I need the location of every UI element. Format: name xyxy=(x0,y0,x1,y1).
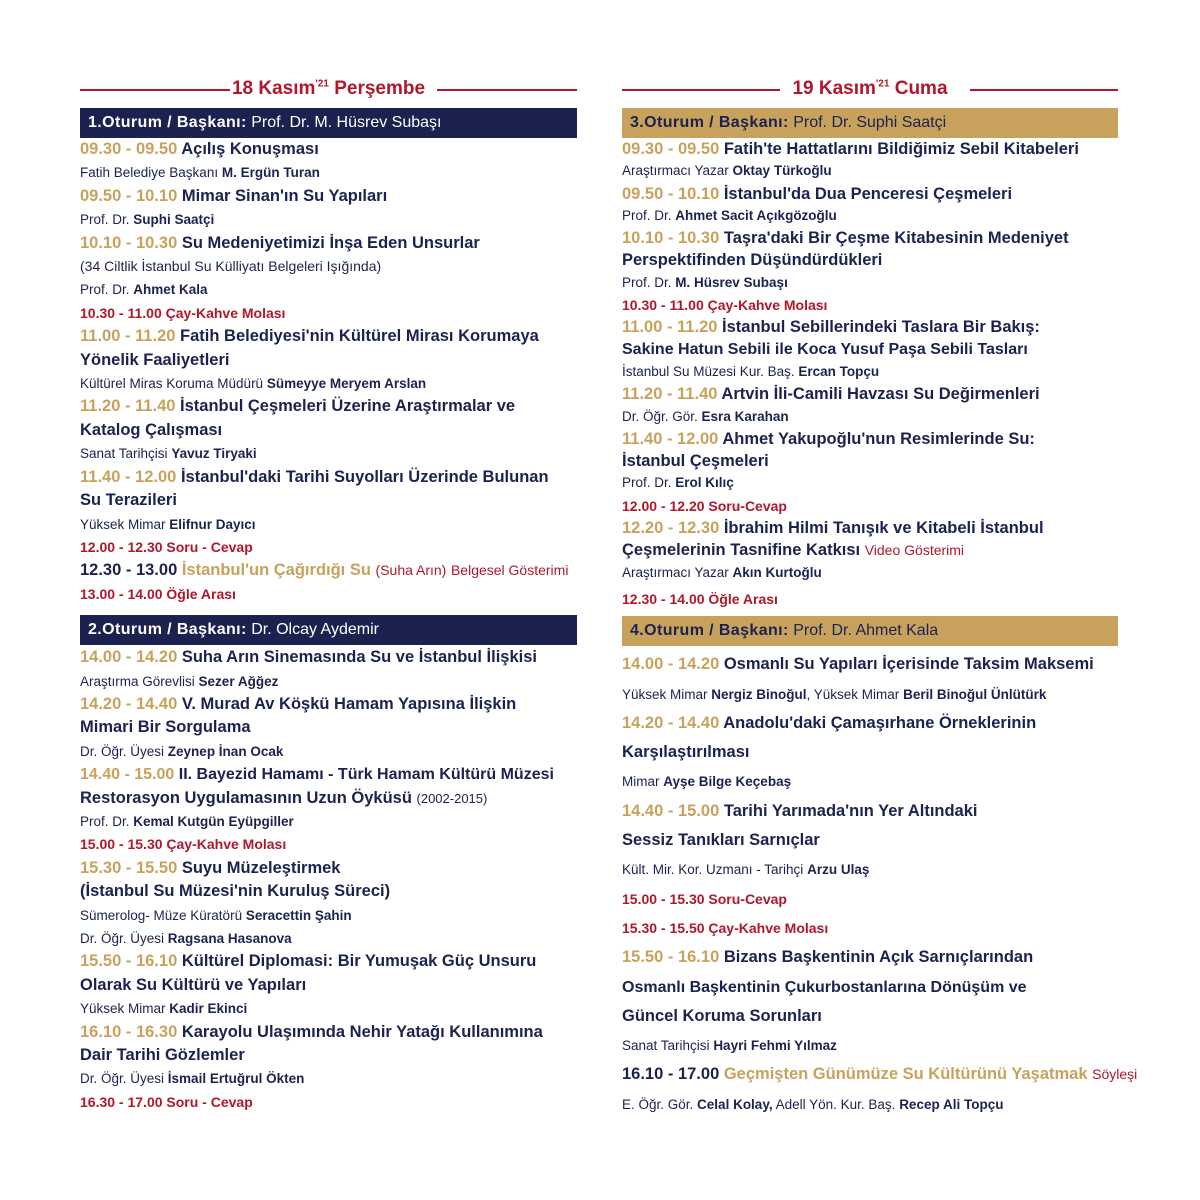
item-title: II. Bayezid Hamamı - Türk Hamam Kültürü Müzesi xyxy=(178,766,554,784)
item-title-continuation: Restorasyon Uygulamasının Uzun Öyküsü xyxy=(80,788,412,807)
session-number: 4.Oturum / Başkanı: xyxy=(630,622,789,640)
speaker-name: Ahmet Sacit Açıkgözoğlu xyxy=(675,207,837,223)
session2-list xyxy=(80,646,577,1114)
speaker-role: , Yüksek Mimar xyxy=(806,686,900,702)
item-title-line xyxy=(80,950,577,973)
item-speaker xyxy=(80,740,577,763)
item-title: Fatih Belediyesi'nin Kültürel Mirası Korumaya xyxy=(180,327,539,346)
item-title-continuation: Güncel Koruma Sorunları xyxy=(622,1006,822,1025)
speaker-name: Yavuz Tiryaki xyxy=(171,446,257,462)
list-item xyxy=(80,232,577,302)
item-speaker xyxy=(622,562,1118,584)
item-time: 11.40 - 12.00 xyxy=(622,429,719,448)
speaker-role: Adell Yön. Kur. Baş. xyxy=(772,1096,896,1112)
speaker-role: İstanbul Su Müzesi Kur. Baş. xyxy=(622,363,795,379)
item-title: Artvin İli-Camili Havzası Su Değirmenleri xyxy=(721,385,1040,404)
item-title-line xyxy=(80,559,577,582)
item-title-line xyxy=(622,227,1118,249)
break-item: 12.00 - 12.20 Soru-Cevap xyxy=(622,497,787,514)
speaker-name: Ayşe Bilge Keçebaş xyxy=(663,774,792,790)
item-title-line xyxy=(80,466,577,489)
item-time: 09.50 - 10.10 xyxy=(80,186,178,205)
item-speaker xyxy=(80,810,577,833)
speaker-name: M. Ergün Turan xyxy=(221,165,320,181)
speaker-role: Araştırmacı Yazar xyxy=(622,163,729,179)
item-title-continuation: Perspektifinden Düşündürdükleri xyxy=(622,251,883,270)
list-item xyxy=(80,185,577,232)
speaker-name: Celal Kolay, xyxy=(697,1096,773,1112)
speaker-name: İsmail Ertuğrul Ökten xyxy=(167,1071,305,1087)
item-title: İstanbul'un Çağırdığı Su xyxy=(181,561,371,580)
item-title: Geçmişten Günümüze Su Kültürünü Yaşatmak xyxy=(723,1065,1088,1084)
break-item: 16.30 - 17.00 Soru - Cevap xyxy=(80,1093,253,1110)
item-time: 11.00 - 11.20 xyxy=(80,327,176,346)
item-time: 11.00 - 11.20 xyxy=(622,318,718,337)
speaker-role: Prof. Dr. xyxy=(80,212,130,228)
item-title-line xyxy=(622,943,1118,972)
speaker-name: Sümeyye Meryem Arslan xyxy=(266,376,427,392)
session-chair: Prof. Dr. Suphi Saatçi xyxy=(793,114,947,131)
item-title-continuation: Olarak Su Kültürü ve Yapıları xyxy=(80,975,307,994)
item-title-line xyxy=(80,185,577,208)
item-speaker xyxy=(622,680,1118,709)
session4-list xyxy=(622,650,1138,1119)
break-item: 12.30 - 14.00 Öğle Arası xyxy=(622,590,778,607)
list-item xyxy=(622,428,1118,495)
list-item xyxy=(622,797,1118,885)
item-title-line xyxy=(622,383,1118,405)
speaker-role: Fatih Belediye Başkanı xyxy=(80,165,219,181)
speaker-name: M. Hüsrev Subaşı xyxy=(675,274,788,290)
day-weekday: Cuma xyxy=(894,78,948,99)
item-title-line xyxy=(80,138,577,161)
break-item: 13.00 - 14.00 Öğle Arası xyxy=(80,585,236,602)
day1-heading xyxy=(80,72,577,106)
session1-list xyxy=(80,138,577,606)
list-item xyxy=(80,395,577,465)
item-title: Mimar Sinan'ın Su Yapıları xyxy=(181,186,388,205)
item-title: Suha Arın Sinemasında Su ve İstanbul İlişkisi xyxy=(181,648,538,667)
list-item xyxy=(622,316,1118,383)
item-title-line xyxy=(80,325,577,348)
item-time: 14.00 - 14.20 xyxy=(622,655,720,674)
list-item xyxy=(80,857,577,951)
speaker-name: Ahmet Kala xyxy=(133,282,208,298)
item-speaker xyxy=(80,278,577,301)
speaker-role: Prof. Dr. xyxy=(80,813,130,829)
list-item xyxy=(622,517,1118,584)
item-time: 12.20 - 12.30 xyxy=(622,519,720,538)
speaker-name: Erol Kılıç xyxy=(675,475,734,491)
item-time: 14.20 - 14.40 xyxy=(622,713,720,732)
item-speaker xyxy=(80,442,577,465)
item-title: Açılış Konuşması xyxy=(181,140,319,158)
list-item xyxy=(622,650,1118,709)
day2-heading xyxy=(622,72,1118,106)
list-item xyxy=(80,950,577,1020)
list-item xyxy=(80,693,577,763)
item-title: Kültürel Diplomasi: Bir Yumuşak Güç Unsuru xyxy=(181,952,537,971)
item-title-line xyxy=(80,1021,577,1044)
item-speaker xyxy=(622,205,1118,227)
item-title-continuation: Sessiz Tanıkları Sarnıçlar xyxy=(622,831,820,850)
item-title-line xyxy=(80,763,577,786)
speaker-name: Esra Karahan xyxy=(701,408,789,424)
session4-bar xyxy=(622,616,1118,646)
item-note: Söyleşi xyxy=(1092,1066,1138,1083)
item-speaker xyxy=(622,1090,1118,1119)
item-title-line xyxy=(80,395,577,418)
speaker-name: Oktay Türkoğlu xyxy=(732,163,832,179)
day-weekday: Perşembe xyxy=(334,78,426,99)
item-title: İstanbul Sebillerindeki Taslara Bir Bakış: xyxy=(722,318,1040,337)
item-title: İstanbul'da Dua Penceresi Çeşmeleri xyxy=(723,184,1013,203)
item-title-line xyxy=(622,138,1118,160)
list-item xyxy=(622,138,1118,183)
speaker-name: Sezer Ağğez xyxy=(198,673,279,689)
speaker-role: Dr. Öğr. Üyesi xyxy=(80,1071,165,1087)
item-speaker xyxy=(80,1067,577,1090)
session-chair: Dr. Olcay Aydemir xyxy=(251,621,379,639)
day2-column xyxy=(622,72,1138,1119)
item-time: 09.30 - 09.50 xyxy=(80,140,178,158)
speaker-role: Prof. Dr. xyxy=(622,475,672,491)
speaker-role: Sümerolog- Müze Küratörü xyxy=(80,907,243,923)
item-note: (Suha Arın) xyxy=(375,562,447,579)
item-time: 11.20 - 11.40 xyxy=(80,397,176,416)
session-chair: Prof. Dr. Ahmet Kala xyxy=(793,622,939,640)
session-number: 3.Oturum / Başkanı: xyxy=(630,114,789,131)
speaker-role: Yüksek Mimar xyxy=(80,516,166,532)
list-item xyxy=(80,325,577,395)
item-time: 14.40 - 15.00 xyxy=(80,766,175,784)
item-time: 15.50 - 16.10 xyxy=(622,948,720,967)
item-speaker xyxy=(622,855,1118,884)
session1-bar xyxy=(80,108,577,138)
item-speaker xyxy=(622,472,1118,494)
day-date: 18 Kasım xyxy=(231,78,316,99)
list-item xyxy=(622,1060,1138,1119)
item-title: Osmanlı Su Yapıları İçerisinde Taksim Maksemi xyxy=(723,655,1094,674)
item-speaker xyxy=(622,160,1118,182)
item-speaker xyxy=(80,904,577,927)
item-speaker xyxy=(80,927,577,950)
item-title: Tarihi Yarımada'nın Yer Altındaki xyxy=(723,801,978,820)
list-item xyxy=(622,227,1118,294)
break-item: 15.30 - 15.50 Çay-Kahve Molası xyxy=(622,919,829,936)
speaker-name: Elifnur Dayıcı xyxy=(169,516,256,532)
list-item xyxy=(80,138,577,185)
item-title: Bizans Başkentinin Açık Sarnıçlarından xyxy=(723,948,1034,967)
day-year: '21 xyxy=(315,78,329,90)
speaker-name: Kemal Kutgün Eyüpgiller xyxy=(133,813,294,829)
day1-title xyxy=(80,78,577,100)
item-time: 10.10 - 10.30 xyxy=(622,229,720,248)
item-title-line xyxy=(80,787,577,810)
item-title: İbrahim Hilmi Tanışık ve Kitabeli İstanbul xyxy=(723,519,1044,538)
list-item xyxy=(80,646,577,693)
speaker-role: Dr. Öğr. Üyesi xyxy=(80,931,165,946)
item-time: 14.40 - 15.00 xyxy=(622,801,720,820)
list-item xyxy=(622,183,1118,228)
item-title-line xyxy=(622,539,1118,561)
item-time: 14.20 - 14.40 xyxy=(80,694,178,713)
item-title: V. Murad Av Köşkü Hamam Yapısına İlişkin xyxy=(181,694,517,713)
item-title-continuation: Sakine Hatun Sebili ile Koca Yusuf Paşa Sebili Tasları xyxy=(622,340,1028,358)
speaker-role: Yüksek Mimar xyxy=(80,1001,166,1017)
item-time: 15.30 - 15.50 xyxy=(80,858,178,877)
speaker-role: Prof. Dr. xyxy=(622,274,672,290)
session3-list xyxy=(622,138,1118,610)
item-speaker xyxy=(80,161,577,184)
item-title-continuation: Osmanlı Başkentinin Çukurbostanlarına Dönüşüm ve xyxy=(622,978,1027,996)
item-title-line xyxy=(622,428,1118,450)
item-title-continuation: Çeşmelerinin Tasnifine Katkısı xyxy=(622,541,861,560)
item-speaker xyxy=(622,272,1118,294)
item-speaker xyxy=(622,361,1118,383)
item-note: Belgesel Gösterimi xyxy=(450,562,569,579)
item-title-line xyxy=(622,1060,1138,1089)
item-time: 16.10 - 16.30 xyxy=(80,1022,178,1041)
list-item xyxy=(622,709,1118,797)
item-speaker xyxy=(622,406,1118,428)
speaker-name: Ragsana Hasanova xyxy=(167,931,292,946)
speaker-name: Seracettin Şahin xyxy=(245,907,352,923)
item-title: Taşra'daki Bir Çeşme Kitabesinin Medeniyet xyxy=(723,229,1069,248)
item-title-line xyxy=(622,183,1118,205)
speaker-role: Araştırmacı Yazar xyxy=(622,564,729,580)
item-time: 10.10 - 10.30 xyxy=(80,233,178,252)
speaker-name: Hayri Fehmi Yılmaz xyxy=(713,1038,837,1054)
list-item xyxy=(80,763,577,833)
item-title-continuation: Yönelik Faaliyetleri xyxy=(80,350,230,369)
item-title-continuation: (İstanbul Su Müzesi'nin Kuruluş Süreci) xyxy=(80,882,391,901)
item-speaker xyxy=(622,767,1118,796)
item-title-line xyxy=(80,646,577,669)
item-title-continuation: İstanbul Çeşmeleri xyxy=(622,452,769,471)
list-item xyxy=(80,559,577,582)
item-title-continuation: Karşılaştırılması xyxy=(622,743,750,762)
item-speaker xyxy=(80,513,577,536)
session2-bar xyxy=(80,615,577,645)
speaker-role: Prof. Dr. xyxy=(80,282,130,298)
speaker-role: Prof. Dr. xyxy=(622,207,672,223)
item-title-continuation: Dair Tarihi Gözlemler xyxy=(80,1046,245,1065)
item-title-continuation: Mimari Bir Sorgulama xyxy=(80,718,251,737)
speaker-name: Akın Kurtoğlu xyxy=(732,564,822,580)
item-speaker xyxy=(80,997,577,1020)
speaker-role: E. Öğr. Gör. xyxy=(622,1096,694,1112)
break-item: 12.00 - 12.30 Soru - Cevap xyxy=(80,538,253,555)
speaker-name: Zeynep İnan Ocak xyxy=(167,743,284,759)
item-title: Fatih'te Hattatlarını Bildiğimiz Sebil Kitabeleri xyxy=(723,140,1079,158)
item-title-continuation: Su Terazileri xyxy=(80,491,177,510)
item-title-continuation: (34 Ciltlik İstanbul Su Külliyatı Belgeleri Işığında) xyxy=(80,258,382,275)
speaker-name: Recep Ali Topçu xyxy=(899,1096,1004,1112)
list-item xyxy=(622,943,1118,1060)
item-title-line xyxy=(622,517,1118,539)
speaker-role: Sanat Tarihçisi xyxy=(622,1038,710,1054)
item-title-line xyxy=(80,693,577,716)
session1-number: 1.Oturum / Başkanı: xyxy=(88,114,247,131)
item-title: İstanbul Çeşmeleri Üzerine Araştırmalar ve xyxy=(180,397,516,416)
item-time: 09.50 - 10.10 xyxy=(622,184,720,203)
speaker-role: Dr. Öğr. Gör. xyxy=(622,408,698,424)
item-title-line xyxy=(80,232,577,255)
day2-title xyxy=(622,78,1118,100)
speaker-role: Kült. Mir. Kor. Uzmanı - Tarihçi xyxy=(622,862,804,878)
item-title-continuation: (2002-2015) xyxy=(416,790,488,806)
item-time: 12.30 - 13.00 xyxy=(80,561,178,580)
day1-column xyxy=(80,72,577,1114)
break-item: 15.00 - 15.30 Soru-Cevap xyxy=(622,890,787,907)
item-speaker xyxy=(80,208,577,231)
item-title: Su Medeniyetimizi İnşa Eden Unsurlar xyxy=(181,233,480,252)
item-title: Karayolu Ulaşımında Nehir Yatağı Kullanımına xyxy=(181,1022,543,1041)
item-title: Suyu Müzeleştirmek xyxy=(181,858,341,877)
item-time: 14.00 - 14.20 xyxy=(80,648,178,667)
list-item xyxy=(80,1021,577,1091)
session-number: 2.Oturum / Başkanı: xyxy=(88,621,247,639)
day-date: 19 Kasım xyxy=(792,78,876,99)
item-title: Ahmet Yakupoğlu'nun Resimlerinde Su: xyxy=(722,429,1035,448)
list-item xyxy=(80,466,577,536)
speaker-role: Mimar xyxy=(622,774,660,790)
item-title-line xyxy=(80,857,577,880)
item-speaker xyxy=(622,1031,1118,1060)
item-speaker xyxy=(80,372,577,395)
item-time: 11.20 - 11.40 xyxy=(622,385,718,404)
item-title-continuation: Katalog Çalışması xyxy=(80,420,223,439)
item-time: 11.40 - 12.00 xyxy=(80,467,177,486)
item-time: 15.50 - 16.10 xyxy=(80,952,178,971)
item-title-continuation: Video Gösterimi xyxy=(864,542,965,559)
item-time: 16.10 - 17.00 xyxy=(622,1065,720,1084)
speaker-role: Dr. Öğr. Üyesi xyxy=(80,743,165,759)
session1-chair: Prof. Dr. M. Hüsrev Subaşı xyxy=(251,114,442,131)
session3-bar xyxy=(622,108,1118,138)
speaker-role: Yüksek Mimar xyxy=(622,686,708,702)
speaker-name: Arzu Ulaş xyxy=(807,862,870,878)
list-item xyxy=(622,383,1118,428)
item-time: 09.30 - 09.50 xyxy=(622,140,720,158)
item-title-line xyxy=(622,316,1118,338)
day-year: '21 xyxy=(875,78,890,90)
break-item: 10.30 - 11.00 Çay-Kahve Molası xyxy=(622,297,828,314)
item-title-line xyxy=(622,797,1118,826)
speaker-role: Kültürel Miras Koruma Müdürü xyxy=(80,376,264,392)
speaker-name: Suphi Saatçi xyxy=(133,212,215,228)
speaker-name: Kadir Ekinci xyxy=(169,1001,248,1017)
speaker-role: Araştırma Görevlisi xyxy=(80,673,195,689)
item-speaker xyxy=(80,670,577,693)
item-title: İstanbul'daki Tarihi Suyolları Üzerinde Bulunan xyxy=(180,467,549,486)
speaker-name: Beril Binoğul Ünlütürk xyxy=(903,686,1047,702)
speaker-role: Sanat Tarihçisi xyxy=(80,446,168,462)
break-item: 10.30 - 11.00 Çay-Kahve Molası xyxy=(80,304,286,321)
item-title: Anadolu'daki Çamaşırhane Örneklerinin xyxy=(723,713,1037,732)
item-title-line xyxy=(622,650,1118,679)
speaker-name: Ercan Topçu xyxy=(798,363,880,379)
item-title-line xyxy=(622,709,1118,738)
break-item: 15.00 - 15.30 Çay-Kahve Molası xyxy=(80,836,287,853)
speaker-name: Nergiz Binoğul xyxy=(711,686,807,702)
